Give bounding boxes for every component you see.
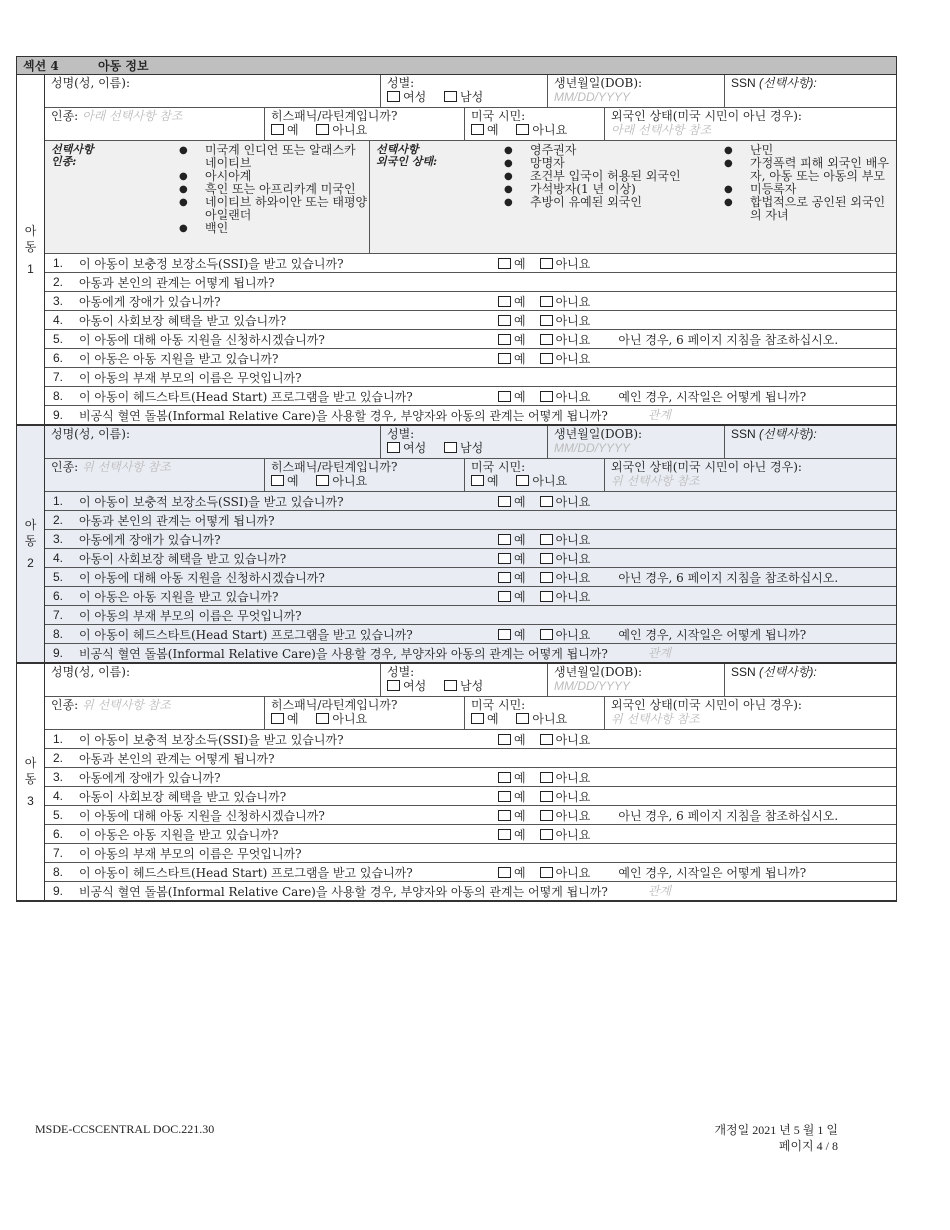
- question-text: 이 아동은 아동 지원을 받고 있습니까?: [79, 827, 279, 842]
- option-item: ● 조건부 입국이 허용된 외국인: [504, 169, 681, 183]
- section-title: 아동 정보: [98, 59, 149, 73]
- question-row: [45, 844, 896, 863]
- question-number: 6.: [53, 827, 64, 841]
- no-checkbox[interactable]: 아니요: [540, 807, 591, 824]
- question-row: [45, 825, 896, 844]
- no-checkbox[interactable]: 아니요: [540, 331, 591, 348]
- ssn-field[interactable]: SSN (선택사항):: [731, 76, 817, 90]
- no-checkbox[interactable]: 아니요: [540, 864, 591, 881]
- section-number: 섹션 4: [23, 59, 59, 73]
- yes-checkbox[interactable]: 예: [498, 769, 526, 786]
- question-row: [45, 511, 896, 530]
- question-number: 1.: [53, 256, 64, 270]
- question-row: [45, 492, 896, 511]
- citizen-field: 미국 시민: 예 아니요: [465, 108, 605, 140]
- race-field[interactable]: 인종: 위 선택사항 참조: [45, 459, 265, 491]
- yes-checkbox[interactable]: 예: [498, 550, 526, 567]
- question-number: 6.: [53, 351, 64, 365]
- question-row: [45, 330, 896, 349]
- yes-checkbox[interactable]: 예: [498, 293, 526, 310]
- no-checkbox[interactable]: 아니요: [540, 569, 591, 586]
- question-row: [45, 368, 896, 387]
- question-note: 예인 경우, 시작일은 어떻게 됩니까?: [618, 627, 807, 642]
- no-checkbox[interactable]: 아니요: [540, 531, 591, 548]
- question-row: [45, 568, 896, 587]
- question-text: 비공식 혈연 돌봄(Informal Relative Care)을 사용할 경우, 부양자와 아동의 관계는 어떻게 됩니까?: [79, 646, 608, 661]
- yes-checkbox[interactable]: 예: [498, 588, 526, 605]
- question-text: 이 아동에 대해 아동 지원을 신청하시겠습니까?: [79, 332, 325, 347]
- question-note: 예인 경우, 시작일은 어떻게 됩니까?: [618, 865, 807, 880]
- yes-checkbox[interactable]: 예: [498, 807, 526, 824]
- question-text: 아동에게 장애가 있습니까?: [79, 532, 221, 547]
- question-row: [45, 587, 896, 606]
- no-checkbox[interactable]: 아니요: [540, 788, 591, 805]
- question-row: [45, 644, 896, 662]
- question-row: [45, 882, 896, 900]
- relation-input[interactable]: 관계: [647, 884, 672, 898]
- citizen-yes-checkbox[interactable]: 예: [471, 712, 499, 726]
- female-checkbox[interactable]: 여성: [387, 90, 426, 104]
- question-number: 2.: [53, 751, 64, 765]
- yes-checkbox[interactable]: 예: [498, 388, 526, 405]
- question-text: 아동에게 장애가 있습니까?: [79, 770, 221, 785]
- question-text: 비공식 혈연 돌봄(Informal Relative Care)을 사용할 경우, 부양자와 아동의 관계는 어떻게 됩니까?: [79, 408, 608, 423]
- option-item: ● 아시아계: [179, 169, 252, 183]
- question-text: 이 아동이 헤드스타트(Head Start) 프로그램을 받고 있습니까?: [79, 389, 413, 404]
- question-text: 아동과 본인의 관계는 어떻게 됩니까?: [79, 751, 275, 766]
- form-section-4: [16, 56, 897, 902]
- question-text: 비공식 혈연 돌봄(Informal Relative Care)을 사용할 경우, 부양자와 아동의 관계는 어떻게 됩니까?: [79, 884, 608, 899]
- question-text: 이 아동의 부재 부모의 이름은 무엇입니까?: [79, 370, 302, 385]
- dob-field[interactable]: 생년월일(DOB): MM/DD/YYYY: [548, 75, 725, 107]
- section-header: [16, 56, 897, 74]
- question-number: 3.: [53, 532, 64, 546]
- child-side-label: 아 동 2: [17, 426, 45, 662]
- yes-checkbox[interactable]: 예: [498, 331, 526, 348]
- option-item: ● 미등록자: [724, 182, 797, 196]
- name-field[interactable]: 성명(성, 이름):: [45, 426, 381, 458]
- child-block: [16, 663, 897, 902]
- question-row: [45, 273, 896, 292]
- yes-checkbox[interactable]: 예: [498, 626, 526, 643]
- male-checkbox[interactable]: 남성: [444, 679, 483, 693]
- citizen-no-checkbox[interactable]: 아니요: [516, 474, 567, 488]
- hispanic-no-checkbox[interactable]: 아니요: [316, 474, 367, 488]
- question-text: 이 아동이 보충적 보장소득(SSI)을 받고 있습니까?: [79, 494, 344, 509]
- question-text: 이 아동의 부재 부모의 이름은 무엇입니까?: [79, 608, 302, 623]
- question-row: [45, 387, 896, 406]
- male-checkbox[interactable]: 남성: [444, 441, 483, 455]
- yes-checkbox[interactable]: 예: [498, 531, 526, 548]
- female-checkbox[interactable]: 여성: [387, 441, 426, 455]
- ssn-field[interactable]: SSN (선택사항):: [731, 665, 817, 679]
- alien-status-field[interactable]: 외국인 상태(미국 시민이 아닌 경우): 아래 선택사항 참조: [611, 109, 802, 137]
- option-item: ● 난민: [724, 143, 774, 157]
- no-checkbox[interactable]: 아니요: [540, 493, 591, 510]
- child-side-label: 아 동 1: [17, 75, 45, 424]
- no-checkbox[interactable]: 아니요: [540, 588, 591, 605]
- option-item: ● 추방이 유예된 외국인: [504, 195, 642, 209]
- question-text: 이 아동이 보충정 보장소득(SSI)을 받고 있습니까?: [79, 256, 344, 271]
- question-text: 이 아동에 대해 아동 지원을 신청하시겠습니까?: [79, 808, 325, 823]
- question-text: 아동과 본인의 관계는 어떻게 됩니까?: [79, 275, 275, 290]
- question-number: 7.: [53, 846, 64, 860]
- yes-checkbox[interactable]: 예: [498, 731, 526, 748]
- gender-field: 성별: 여성 남성: [381, 75, 548, 107]
- yes-checkbox[interactable]: 예: [498, 312, 526, 329]
- question-row: [45, 606, 896, 625]
- question-text: 아동이 사회보장 혜택을 받고 있습니까?: [79, 789, 287, 804]
- no-checkbox[interactable]: 아니요: [540, 731, 591, 748]
- question-number: 4.: [53, 551, 64, 565]
- question-number: 9.: [53, 408, 64, 422]
- question-row: [45, 311, 896, 330]
- child-block: [16, 74, 897, 425]
- footer-right: [714, 1122, 838, 1154]
- question-number: 3.: [53, 294, 64, 308]
- name-field[interactable]: 성명(성, 이름):: [45, 75, 381, 107]
- option-item: ● 합법적으로 공인된 외국인의 자녀: [724, 195, 886, 222]
- yes-checkbox[interactable]: 예: [498, 493, 526, 510]
- no-checkbox[interactable]: 아니요: [540, 550, 591, 567]
- citizen-field: 미국 시민: 예 아니요: [465, 697, 605, 729]
- hispanic-yes-checkbox[interactable]: 예: [271, 123, 299, 137]
- no-checkbox[interactable]: 아니요: [540, 769, 591, 786]
- question-text: 아동에게 장애가 있습니까?: [79, 294, 221, 309]
- child-side-label: 아 동 3: [17, 664, 45, 900]
- male-checkbox[interactable]: 남성: [444, 90, 483, 104]
- race-field[interactable]: 인종: 위 선택사항 참조: [45, 697, 265, 729]
- citizen-yes-checkbox[interactable]: 예: [471, 474, 499, 488]
- no-checkbox[interactable]: 아니요: [540, 312, 591, 329]
- question-row: [45, 549, 896, 568]
- question-text: 아동과 본인의 관계는 어떻게 됩니까?: [79, 513, 275, 528]
- name-field[interactable]: 성명(성, 이름):: [45, 664, 381, 696]
- option-item: ● 백인: [179, 221, 229, 235]
- question-note: 아닌 경우, 6 페이지 지침을 참조하십시오.: [618, 332, 839, 347]
- question-note: 아닌 경우, 6 페이지 지침을 참조하십시오.: [618, 808, 839, 823]
- yes-checkbox[interactable]: 예: [498, 864, 526, 881]
- hispanic-field: 히스패닉/라틴계입니까? 예 아니요: [265, 697, 465, 729]
- question-row: [45, 292, 896, 311]
- revised-date: 개정일 2021 년 5 월 1 일: [714, 1123, 838, 1137]
- question-text: 이 아동이 헤드스타트(Head Start) 프로그램을 받고 있습니까?: [79, 627, 413, 642]
- question-row: [45, 863, 896, 882]
- race-field[interactable]: 인종: 아래 선택사항 참조: [45, 108, 265, 140]
- option-item: ● 네이티브 하와이안 또는 태평양 아일랜더: [179, 195, 368, 222]
- yes-checkbox[interactable]: 예: [498, 826, 526, 843]
- question-number: 5.: [53, 332, 64, 346]
- question-number: 4.: [53, 313, 64, 327]
- question-number: 5.: [53, 570, 64, 584]
- female-checkbox[interactable]: 여성: [387, 679, 426, 693]
- question-text: 이 아동의 부재 부모의 이름은 무엇입니까?: [79, 846, 302, 861]
- relation-input[interactable]: 관계: [647, 646, 672, 660]
- hispanic-no-checkbox[interactable]: 아니요: [316, 712, 367, 726]
- question-text: 이 아동은 아동 지원을 받고 있습니까?: [79, 589, 279, 604]
- question-number: 2.: [53, 513, 64, 527]
- question-text: 이 아동은 아동 지원을 받고 있습니까?: [79, 351, 279, 366]
- question-number: 5.: [53, 808, 64, 822]
- option-item: ● 미국계 인디언 또는 알래스카 네이티브: [179, 143, 356, 170]
- option-item: ● 가정폭력 피해 외국인 배우자, 아동 또는 아동의 부모: [724, 156, 889, 183]
- no-checkbox[interactable]: 아니요: [540, 626, 591, 643]
- no-checkbox[interactable]: 아니요: [540, 255, 591, 272]
- no-checkbox[interactable]: 아니요: [540, 293, 591, 310]
- question-number: 7.: [53, 608, 64, 622]
- hispanic-field: 히스패닉/라틴계입니까? 예 아니요: [265, 459, 465, 491]
- question-row: [45, 768, 896, 787]
- option-item: ● 흑인 또는 아프리카계 미국인: [179, 182, 356, 196]
- question-number: 8.: [53, 389, 64, 403]
- question-text: 아동이 사회보장 혜택을 받고 있습니까?: [79, 313, 287, 328]
- hispanic-no-checkbox[interactable]: 아니요: [316, 123, 367, 137]
- option-item: ● 영주권자: [504, 143, 577, 157]
- yes-checkbox[interactable]: 예: [498, 255, 526, 272]
- question-text: 이 아동이 헤드스타트(Head Start) 프로그램을 받고 있습니까?: [79, 865, 413, 880]
- question-number: 1.: [53, 732, 64, 746]
- page-number: 페이지 4 / 8: [778, 1139, 838, 1153]
- gender-field: 성별: 여성 남성: [381, 664, 548, 696]
- question-row: [45, 806, 896, 825]
- doc-id: MSDE-CCSCENTRAL DOC.221.30: [35, 1122, 215, 1136]
- question-row: [45, 254, 896, 273]
- question-note: 아닌 경우, 6 페이지 지침을 참조하십시오.: [618, 570, 839, 585]
- question-note: 예인 경우, 시작일은 어떻게 됩니까?: [618, 389, 807, 404]
- question-number: 1.: [53, 494, 64, 508]
- relation-input[interactable]: 관계: [647, 408, 672, 422]
- question-number: 9.: [53, 646, 64, 660]
- child-block: [16, 425, 897, 663]
- question-row: [45, 749, 896, 768]
- citizen-no-checkbox[interactable]: 아니요: [516, 712, 567, 726]
- question-row: [45, 787, 896, 806]
- citizen-no-checkbox[interactable]: 아니요: [516, 123, 567, 137]
- yes-checkbox[interactable]: 예: [498, 788, 526, 805]
- question-row: [45, 730, 896, 749]
- alien-status-field[interactable]: 외국인 상태(미국 시민이 아닌 경우): 위 선택사항 참조: [611, 698, 802, 726]
- question-number: 8.: [53, 865, 64, 879]
- citizen-yes-checkbox[interactable]: 예: [471, 123, 499, 137]
- yes-checkbox[interactable]: 예: [498, 569, 526, 586]
- no-checkbox[interactable]: 아니요: [540, 826, 591, 843]
- question-text: 이 아동에 대해 아동 지원을 신청하시겠습니까?: [79, 570, 325, 585]
- question-row: [45, 530, 896, 549]
- gender-field: 성별: 여성 남성: [381, 426, 548, 458]
- citizen-field: 미국 시민: 예 아니요: [465, 459, 605, 491]
- question-text: 아동이 사회보장 혜택을 받고 있습니까?: [79, 551, 287, 566]
- dob-field[interactable]: 생년월일(DOB): MM/DD/YYYY: [548, 664, 725, 696]
- question-number: 9.: [53, 884, 64, 898]
- yes-checkbox[interactable]: 예: [498, 350, 526, 367]
- question-row: [45, 625, 896, 644]
- hispanic-field: 히스패닉/라틴계입니까? 예 아니요: [265, 108, 465, 140]
- selection-options: 선택사항 인종: ● 미국계 인디언 또는 알래스카 네이티브 ● 아시아계 ● 흑인 또는 아프리카계 미국인 ● 네이티브 하와이안 또는 태평양 아일랜더 ● 백인 선택사항 외국인 상태: ● 영주권자 ● 망명자 ● 조건부 입국이 허용된 외국인 ● 가석방자(1 년 이상) ● 추방이 유예된 외국인 ● 난민 ● 가정폭력 피해 외국인 배우자, 아동 또는 아동의 부모 ● 미등록자 ● 합법적으로 공인된 외국인의 자녀: [45, 141, 896, 254]
- question-text: 이 아동이 보충적 보장소득(SSI)을 받고 있습니까?: [79, 732, 344, 747]
- question-number: 8.: [53, 627, 64, 641]
- dob-field[interactable]: 생년월일(DOB): MM/DD/YYYY: [548, 426, 725, 458]
- question-row: [45, 406, 896, 424]
- option-item: ● 가석방자(1 년 이상): [504, 182, 636, 196]
- hispanic-yes-checkbox[interactable]: 예: [271, 474, 299, 488]
- ssn-field[interactable]: SSN (선택사항):: [731, 427, 817, 441]
- question-number: 7.: [53, 370, 64, 384]
- question-number: 6.: [53, 589, 64, 603]
- no-checkbox[interactable]: 아니요: [540, 350, 591, 367]
- option-item: ● 망명자: [504, 156, 565, 170]
- no-checkbox[interactable]: 아니요: [540, 388, 591, 405]
- question-number: 3.: [53, 770, 64, 784]
- alien-status-field[interactable]: 외국인 상태(미국 시민이 아닌 경우): 위 선택사항 참조: [611, 460, 802, 488]
- question-number: 2.: [53, 275, 64, 289]
- hispanic-yes-checkbox[interactable]: 예: [271, 712, 299, 726]
- question-row: [45, 349, 896, 368]
- question-number: 4.: [53, 789, 64, 803]
